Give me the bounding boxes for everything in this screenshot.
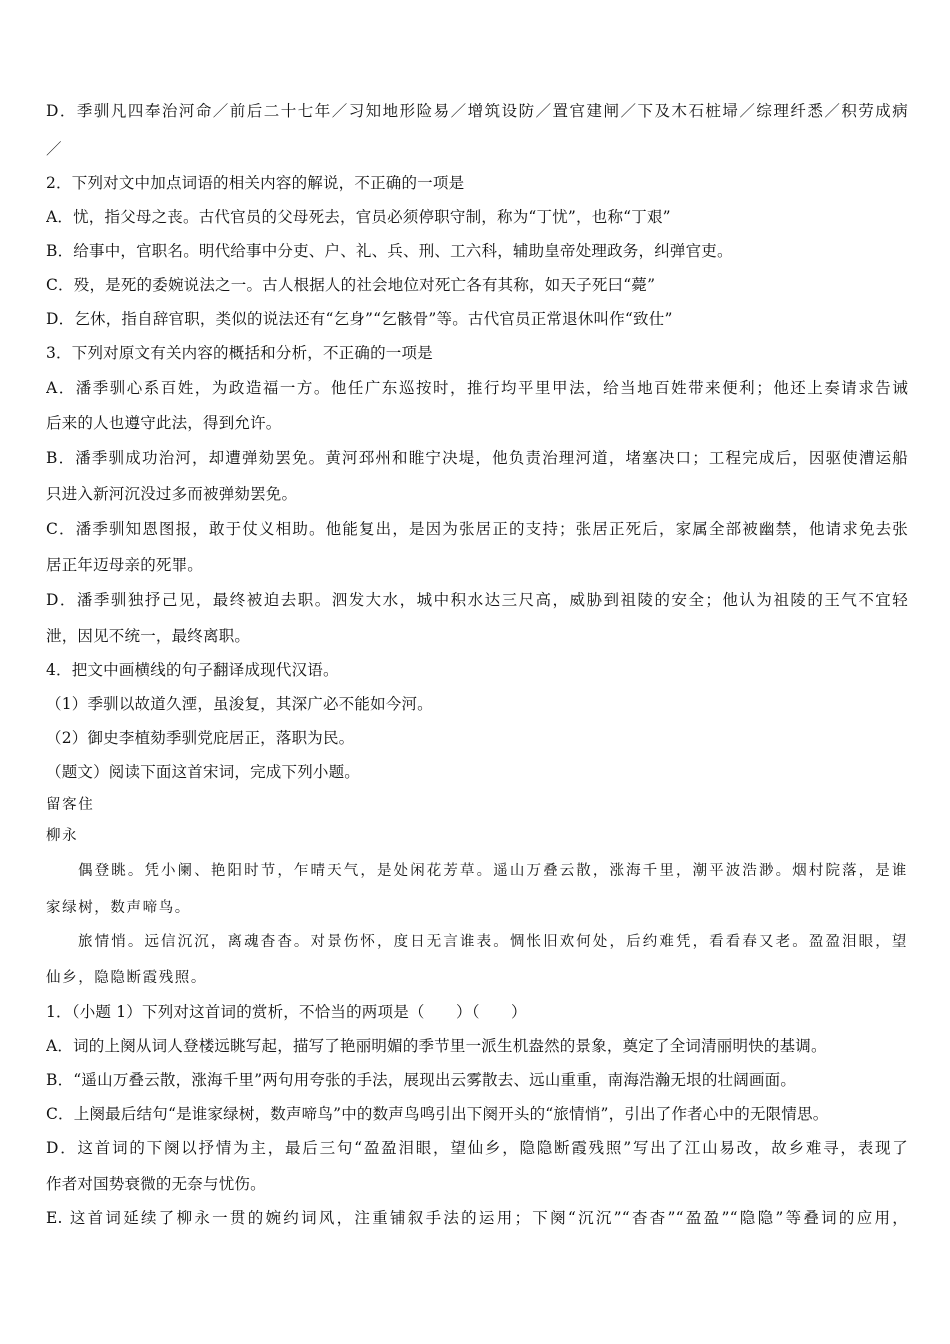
q2-option-c: C．殁，是死的委婉说法之一。古人根据人的社会地位对死亡各有其称，如天子死曰“薨” — [46, 276, 656, 294]
q2-option-b: B．给事中，官职名。明代给事中分吏、户、礼、兵、刑、工六科，辅助皇帝处理政务，纠弹官吏。 — [46, 242, 733, 260]
question-4-stem: 4．把文中画横线的句子翻译成现代汉语。 — [46, 661, 339, 679]
q3-option-a-cont: 后来的人也遵守此法，得到允许。 — [46, 414, 282, 432]
q4-item-2: （2）御史李植劾季驯党庇居正，落职为民。 — [46, 729, 355, 747]
sq1-option-e: E. 这首词延续了柳永一贯的婉约词风，注重铺叙手法的运用；下阕“沉沉”“杳杳”“盈盈”“隐隐”等叠词的应用， — [46, 1209, 908, 1227]
q2-option-d: D．乞休，指自辞官职，类似的说法还有“乞身”“乞骸骨”等。古代官员正常退休叫作“致仕” — [46, 310, 673, 328]
q3-option-d: D．潘季驯独抒己见，最终被迫去职。泗发大水，城中积水达三尺高，威胁到祖陵的安全；他认为祖陵的王气不宜轻 — [46, 591, 908, 609]
poem-stanza-2: 旅情悄。远信沉沉，离魂杳杳。对景伤怀，度日无言谁表。惆怅旧欢何处，后约难凭，看看春又老。盈盈泪眼，望 — [78, 934, 908, 950]
q4-item-1: （1）季驯以故道久湮，虽浚复，其深广必不能如今河。 — [46, 695, 433, 713]
q2-option-a: A．忧，指父母之丧。古代官员的父母死去，官员必须停职守制，称为“丁忧”，也称“丁艰” — [46, 208, 671, 226]
q3-option-d-cont: 泄，因见不统一，最终离职。 — [46, 627, 251, 645]
poem-stanza-2-cont: 仙乡，隐隐断霞残照。 — [46, 970, 207, 986]
q3-option-b: B．潘季驯成功治河，却遭弹劾罢免。黄河邳州和睢宁决堤，他负责治理河道，堵塞决口；工程完成后，因驱使漕运船 — [46, 449, 908, 467]
q3-option-c: C．潘季驯知恩图报，敢于仗义相助。他能复出，是因为张居正的支持；张居正死后，家属全部被幽禁，他请求免去张 — [46, 520, 908, 538]
poem-stanza-1-cont: 家绿树，数声啼鸟。 — [46, 900, 191, 916]
option-d-continuation: ／ — [46, 140, 62, 158]
question-3-stem: 3．下列对原文有关内容的概括和分析，不正确的一项是 — [46, 344, 433, 362]
sq1-option-a: A．词的上阕从词人登楼远眺写起，描写了艳丽明媚的季节里一派生机盎然的景象，奠定了全词清丽明快的基调。 — [46, 1037, 827, 1055]
sq1-option-c: C．上阕最后结句“是谁家绿树，数声啼鸟”中的数声鸟鸣引出下阕开头的“旅情悄”，引出了作者心中的无限情思。 — [46, 1105, 829, 1123]
sq1-option-d: D．这首词的下阕以抒情为主，最后三句“盈盈泪眼，望仙乡，隐隐断霞残照”写出了江山易改，故乡难寻，表现了 — [46, 1139, 908, 1157]
sq1-option-b: B．“遥山万叠云散，涨海千里”两句用夸张的手法，展现出云雾散去、远山重重，南海浩瀚无垠的壮阔画面。 — [46, 1071, 797, 1089]
q3-option-c-cont: 居正年迈母亲的死罪。 — [46, 556, 204, 574]
poem-title: 留客住 — [46, 797, 95, 813]
poem-stanza-1: 偶登眺。凭小阑、艳阳时节，乍晴天气，是处闲花芳草。遥山万叠云散，涨海千里，潮平波浩渺。烟村院落，是谁 — [78, 863, 908, 879]
sq1-option-d-cont: 作者对国势衰微的无奈与忧伤。 — [46, 1175, 266, 1193]
option-d-punctuation: D．季驯凡四奉治河命／前后二十七年／习知地形险易／增筑设防／置官建闸／下及木石桩埽／综理纤悉／积劳成病 — [46, 102, 908, 120]
q3-option-a: A．潘季驯心系百姓，为政造福一方。他任广东巡按时，推行均平里甲法，给当地百姓带来便利；他还上奏请求告诫 — [46, 379, 908, 397]
q3-option-b-cont: 只进入新河沉没过多而被弹劾罢免。 — [46, 485, 298, 503]
poem-author: 柳永 — [46, 828, 79, 844]
poem-instruction: （题文）阅读下面这首宋词，完成下列小题。 — [46, 763, 361, 781]
question-2-stem: 2．下列对文中加点词语的相关内容的解说，不正确的一项是 — [46, 174, 465, 192]
subquestion-1-stem: 1．（小题 1）下列对这首词的赏析，不恰当的两项是（ ）（ ） — [46, 1003, 527, 1021]
